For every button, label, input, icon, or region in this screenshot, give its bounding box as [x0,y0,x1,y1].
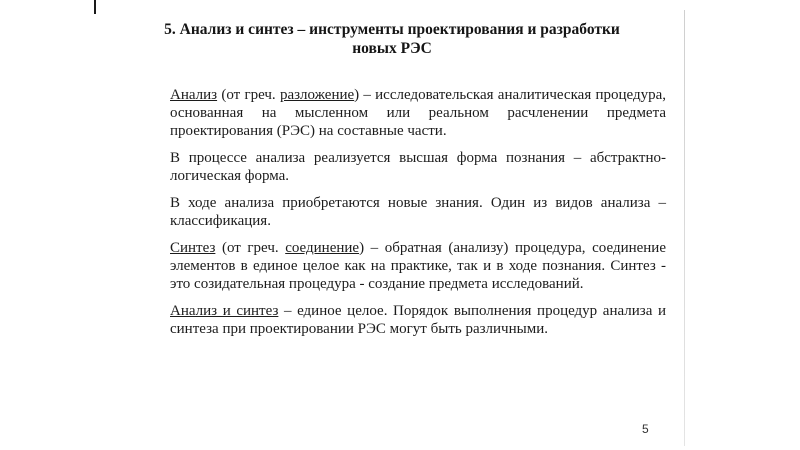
page-title [112,20,672,58]
title-line-1: 5. Анализ и синтез – инструменты проектирования и разработки [164,21,620,38]
term-analysis: Анализ [170,87,218,103]
paragraph-analysis-and-synthesis [170,302,666,338]
term-synthesis: Синтез [170,240,216,256]
origin-prefix: (от греч. [221,240,279,256]
origin-word: соединение [285,240,360,256]
term-analysis-and-synthesis: Анализ и синтез [170,303,279,319]
title-line-2: новых РЭС [352,40,432,57]
definition-text: ) – исследовательская аналитическая процедура, основанная на мысленном или реальном расчленении предмета проектирования (РЭС) на составные части. [170,87,667,139]
paragraph-analysis-classification: В ходе анализа приобретаются новые знания. Один из видов анализа – классификация. [170,195,666,229]
scan-edge-mark [94,0,96,14]
paragraph-analysis-definition [170,86,666,140]
origin-word: разложение [279,87,355,103]
paragraph-synthesis-definition [170,239,666,293]
page-number: 5 [642,422,649,436]
scan-page-edge [684,10,685,446]
origin-prefix: (от греч. [221,87,276,103]
definition-text: – единое целое. Порядок выполнения процедур анализа и синтеза при проектировании РЭС могут быть различными. [170,303,666,337]
paragraph-analysis-cognition: В процессе анализа реализуется высшая форма познания – абстрактно-логическая форма. [170,150,666,184]
definition-text: ) – обратная (анализу) процедура, соединение элементов в единое целое как на практике, так и в ходе познания. Синтез - это созидательная процедура - создание предмета исследований. [170,240,666,292]
document-body [170,86,666,347]
